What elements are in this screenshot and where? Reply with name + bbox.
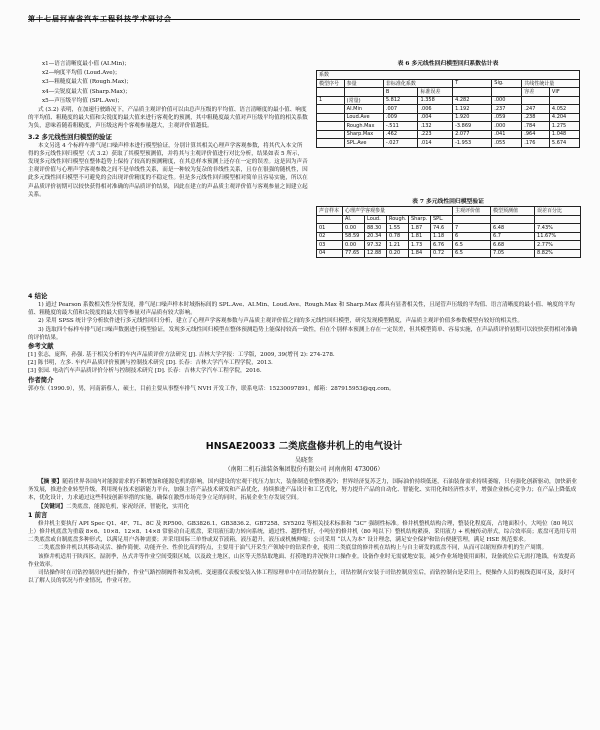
table-cell: 0.72 [431, 249, 453, 258]
keywords-text: 二类底盘，能源危机，家祝经济，智能化，实用化 [65, 503, 190, 510]
table-cell: 1.192 [453, 105, 492, 114]
table-header: 共线性统计量 [522, 79, 580, 88]
table-header: 误差百分比 [535, 207, 581, 216]
table-row [317, 122, 580, 131]
table-cell: .964 [522, 130, 550, 139]
table-cell: .237 [492, 105, 522, 114]
table-header: SPL. [431, 215, 453, 224]
table-cell: 6 [453, 232, 491, 241]
table-header: 模型序号 [317, 79, 345, 88]
def-x1: x1—语言清晰度最小值 (AI.Min)； [42, 61, 130, 67]
table-header: Loud. [365, 215, 387, 224]
table-cell: 8.82% [535, 249, 581, 258]
table-cell: 2.077 [453, 130, 492, 139]
table-cell: 1.048 [549, 130, 579, 139]
table-cell: 1.358 [418, 96, 453, 105]
table-row [317, 113, 580, 122]
table-cell [317, 113, 345, 122]
table-header: 非标准化系数 [383, 79, 452, 88]
paper-author: 吴晓奎 [294, 457, 313, 464]
table-cell: 0.00 [343, 224, 365, 233]
references-heading: 参考文献 [28, 342, 54, 351]
table-cell: 6.7 [491, 232, 535, 241]
paper-author-block [28, 456, 580, 474]
paper-body [28, 478, 580, 585]
keywords-label: 【关键词】 [38, 503, 66, 510]
table-cell: 58.59 [343, 232, 365, 241]
table-cell [453, 215, 491, 224]
table-cell: SPL.Ave [344, 139, 383, 148]
table-cell: 88.30 [365, 224, 387, 233]
table-cell: 0.78 [387, 232, 409, 241]
table-cell [317, 130, 345, 139]
table-cell: 12.88 [365, 249, 387, 258]
table-cell: 03 [317, 241, 343, 250]
table-cell: 1.87 [409, 224, 431, 233]
abstract-text: 随着世界各国内对能源需求的不断增加和能源危机的影响，国内建设的宏观干扰压力加大，装备制造业整体遇冷；世界经济复苏乏力，国际油价持续低迷，石油装备需求持续萎缩，只有强化创新驱动，加快新业务发展，推进企业转型升级，利用现有技术创新能力平台，加强主营产品技术研发和产品优化，持续推进产品设计和工艺优化，努力提升产品的自动化、智能化、实用化和经济性水平，增强企业核心竞争力；在产品上降低成本，优化设计，力求通过这些科技创新举措的实施，确保在激烈市场竞争立足的同时，拓展企业生存发展空间。 [28, 479, 577, 502]
table-header: T [453, 79, 492, 88]
table-cell: 5.812 [383, 96, 418, 105]
table-row [317, 232, 581, 241]
table-header: AI. [343, 215, 365, 224]
table-cell: 4.052 [549, 105, 579, 114]
table-cell: 7.43% [535, 224, 581, 233]
table-cell: 6.48 [491, 224, 535, 233]
def-x5: x5—声压级平均值 (SPL.Ave)； [42, 97, 123, 104]
table-header: 参量 [344, 79, 383, 88]
conclusion-item: 3) 选取四个标样车排气尾口噪声数据进行模型验证，发现多元线性回归模型在整体预测趋势上能保持较高一致性，但在个别样本预测上存在一定误差，但其模型简单、容易实施，在声品质评价初期可以较快获得相对准确的评价结果。 [28, 326, 577, 341]
journal-header [28, 6, 580, 23]
table-cell: 1.18 [431, 232, 453, 241]
table-6 [316, 70, 580, 148]
paragraph: 二类底盘修井机以其移动灵活、操作简便、功能齐全、性价比高的特点，主要用于油气开采生产领域中的钻采作业，使用二类底盘的修井机在结构上与自主研发的底盘不同，从而可以缩短修井机的生产周期。 [38, 545, 548, 552]
table-cell: 4.204 [549, 113, 579, 122]
table-cell: .784 [522, 122, 550, 131]
table-cell [549, 96, 579, 105]
table-header: 容差 [522, 88, 550, 97]
paragraph: 本文另选 4 个标样车排气尾口噪声样本进行模型验证，分别计算其相关心理声学客观参数，将其代入本文所得的多元线性回归模型（式 3.2）获取了其模型预测值，并将其与主观评价值进行对比分析，结果如表 5 所示，发现多元线性回归模型在整体趋势上保持了较高的预测精度，在其总样本预测上还存在一定的误差。这是因为声音主观评价值与心理声学客观参数之间不是单线性关系，而是一种较为复杂的非线性关系，且存在很强的随机性，因此多元线性回归模型不可避免的会出现评价精度的不稳定性。但是多元线性回归模型相对简单且容易实施，所以在声品质评价初期可以较快获得相对准确的声品质评价结果，因此在建立的声品质主观评价值与客观参量之间建立起关系。 [28, 142, 308, 198]
table-cell: .059 [492, 113, 522, 122]
table-cell: .007 [383, 105, 418, 114]
paragraph: 式 (3.2) 表明，在加速行驶路况下，产品质主观评价值可以由总声压级的平均值、语言清晰度的最小值、响度的平均值、粗糙度的最大值和尖锐度的最大值来进行客观化的预测，其中粗糙度最大值对声压级平均值的相关系数为负，意味着随着粗糙度，声压级这两个客观参量越大，主观评价值越低。 [28, 107, 308, 130]
table-cell: AI.Min [344, 105, 383, 114]
table-cell: 1.21 [387, 241, 409, 250]
table-cell: 1.73 [409, 241, 431, 250]
table-row [317, 241, 581, 250]
paper-title: HNSAE20033 二类底盘修井机上的电气设计 [205, 441, 403, 452]
table-cell [317, 122, 345, 131]
table-row [317, 105, 580, 114]
table-cell: 2.77% [535, 241, 581, 250]
table-cell: .041 [492, 130, 522, 139]
table-cell: -.511 [383, 122, 418, 131]
table-cell [453, 88, 492, 97]
table-cell: 4.282 [453, 96, 492, 105]
table-cell: 01 [317, 224, 343, 233]
table-cell: 77.65 [343, 249, 365, 258]
table-cell: .238 [522, 113, 550, 122]
table-cell: 1 [317, 96, 345, 105]
conclusion-item: 2) 采用 SPSS 统计学分析软件进行多元线性回归分析，建立了心理声学客观参数与声品质主观评价值之间的多元线性回归模型，研究发现模型精度，声品质主观评价值多参数模型有较好的相关性。 [38, 318, 523, 325]
author-intro-heading: 作者简介 [28, 375, 54, 384]
table-cell: .132 [418, 122, 453, 131]
table-cell: 1.920 [453, 113, 492, 122]
equation-discussion [28, 106, 308, 199]
table-header: 模型预测值 [491, 207, 535, 216]
abstract-label: 【摘 要】 [38, 479, 63, 485]
table-cell [317, 88, 345, 97]
table-cell: Loud.Ave [344, 113, 383, 122]
table-row [317, 130, 580, 139]
table-row [317, 96, 580, 105]
table-cell: 0.00 [343, 241, 365, 250]
table-cell: 11.67% [535, 232, 581, 241]
table-cell: 1.275 [549, 122, 579, 131]
table-7-caption: 表 7 多元线性回归模型验证 [412, 199, 484, 205]
table-cell: .055 [492, 139, 522, 148]
reference-item: [2] 陈书明，左多. 车内声品质评价预测与控制技术研究 [D]. 长春：吉林大学汽车工程学院，2013. [28, 360, 273, 367]
table-header: 心理声学客观参量 [343, 207, 453, 216]
table-cell: 1.55 [387, 224, 409, 233]
table-cell: Sharp.Max [344, 130, 383, 139]
table-cell: 97.32 [365, 241, 387, 250]
table-header: Sharp. [409, 215, 431, 224]
table-header: 主观评价值 [453, 207, 491, 216]
paragraph: 修井机主要执行 API Spec Q1、4F、7L、8C 及 RP500、GB3826.1、GB3836.2、GB7258、SY5202 等相关技术标准和 “3C” 强制性标准。修井机整机结构合理，整装化程度高，占地面积小，大吨位（80 吨以上）修井机底盘为重载 8×6、10×8、12×8、14×8 常驱动自走底盘，采用液压助力转向系统，通过性、越野性好，小吨位的修井机（80 吨以下）整机结构紧凑，采用液力 + 机械传动形式，综合效率高；底盘可选用专用二类底盘或自制底盘多种形式，以满足用户各种需要；并采用国际三单脊或双节液箱，液压超升，液压或机械伸缩；公司采用 “以人为本” 设计理念，满足安全保护和钻台便捷管理，满足 HSE 规范要求。 [28, 520, 577, 544]
table-cell [344, 88, 383, 97]
table-header: 声音样本 [317, 207, 343, 216]
def-x4: x4—尖锐度最大值 (Sharp.Max)； [42, 88, 131, 95]
table-cell [491, 215, 535, 224]
table-cell: .004 [418, 113, 453, 122]
table-cell: .176 [522, 139, 550, 148]
table-cell: 20.34 [365, 232, 387, 241]
table-cell: -.027 [383, 139, 418, 148]
table-cell [535, 215, 581, 224]
table-cell: 04 [317, 249, 343, 258]
table-cell: 7 [453, 224, 491, 233]
paragraph: 司钻操作时在司钻控制房内进行操作，作业气路控制阀件和发动机、变速器仪表板安装入体工程原理单中在司钻控制台上，司钻控制台安装于司钻控制房室后，而钻控制台是采用上，便操作人员的视线范围可及，及时可以了解人员的状况与作业情况，作业可控。 [28, 570, 576, 585]
table-cell: -3.869 [453, 122, 492, 131]
table-cell: .247 [522, 105, 550, 114]
table-header: Rough. [387, 215, 409, 224]
table-cell: Rough.Max [344, 122, 383, 131]
table-cell: 6.5 [453, 241, 491, 250]
table-cell [492, 88, 522, 97]
section-1-heading: 1 前言 [28, 510, 48, 519]
table-cell: 0.20 [387, 249, 409, 258]
table-cell: -1.953 [453, 139, 492, 148]
journal-name: 第十七届河南省汽车工程科技学术研讨会 [28, 15, 172, 23]
table-cell: (常量) [344, 96, 383, 105]
table-cell: .009 [383, 113, 418, 122]
conclusions-section [28, 292, 580, 393]
table-cell: .006 [418, 105, 453, 114]
paper-affiliation: （南阳二机石油装备集团股份有限公司 河南南阳 473006） [224, 466, 384, 473]
table-cell: .000 [492, 96, 522, 105]
table-cell [317, 139, 345, 148]
section-4-heading: 4 结论 [28, 292, 48, 300]
table-header: 标准误差 [418, 88, 453, 97]
table-cell: 6.76 [431, 241, 453, 250]
table-7 [316, 206, 581, 258]
table-header: 系数 [317, 71, 580, 80]
table-cell: .462 [383, 130, 418, 139]
table-cell: .014 [418, 139, 453, 148]
table-row [317, 139, 580, 148]
table-cell [522, 96, 550, 105]
def-x3: x3—粗糙度最大值 (Rough.Max)； [42, 79, 132, 86]
table-cell: 5.674 [549, 139, 579, 148]
variable-definitions [42, 60, 274, 106]
conclusion-item: 1) 通过 Pearson 系数相关性分析发现，排气尾口噪声样本时域指标间的 SPL.Ave、AI.Min、Loud.Ave、Rough.Max 和 Sharp.Max 都具有显著相关性，且尾管声压级的平均值、语言清晰度的最小值、响度的平均值、粗糙度的最大值和尖锐度的最大值等参量对声品质有较大影响。 [28, 302, 575, 317]
table-header: VIF [549, 88, 579, 97]
table-6-caption: 表 6 多元线性回归模型回归系数估计表 [397, 61, 499, 67]
paragraph: 该修井机适用于陕西区，湿润季，丛式井等作业空间受限区域，以及政土地区，山区等天然钻取地面、打捞地的井况恢井口操作业。设备作业时无需就地安装，减少作业场地使用面积，设备就位后无需打地锚，有效提高作业效率。 [28, 553, 576, 568]
table-header: B [383, 88, 418, 97]
table-cell: 6.68 [491, 241, 535, 250]
table-cell [317, 215, 343, 224]
table-cell: 1.81 [409, 232, 431, 241]
table-cell: 02 [317, 232, 343, 241]
table-cell: .000 [492, 122, 522, 131]
table-cell: 6.5 [453, 249, 491, 258]
table-cell: 7.05 [491, 249, 535, 258]
table-cell: .223 [418, 130, 453, 139]
reference-item: [3] 张园. 电动汽车声品质评价分析与控制技术研究 [D]. 长春：吉林大学汽车工程学院，2016. [28, 368, 262, 375]
table-row [317, 249, 581, 258]
reference-item: [1] 张志，庞辉，孙强. 基于相关分析的车内声品质评价方法研究 [J]. 吉林大学学报：工学版，2009, 39(增刊 2): 274-278. [28, 352, 335, 359]
author-intro: 郭亦东（1990.9），男，河南新蔡人，硕士，目前主要从事整车排气 NVH 开发工作，联系电话：15230097891，邮箱：287915953@qq.com。 [28, 385, 395, 392]
table-cell: 1.84 [409, 249, 431, 258]
def-x2: x2—响度平均值 (Loud.Ave)； [42, 70, 121, 77]
table-cell [317, 105, 345, 114]
table-cell: 74.6 [431, 224, 453, 233]
table-header: Sig. [492, 79, 522, 88]
section-3-2-heading: 3.2 多元线性回归模型的验证 [28, 132, 112, 141]
table-row [317, 224, 581, 233]
